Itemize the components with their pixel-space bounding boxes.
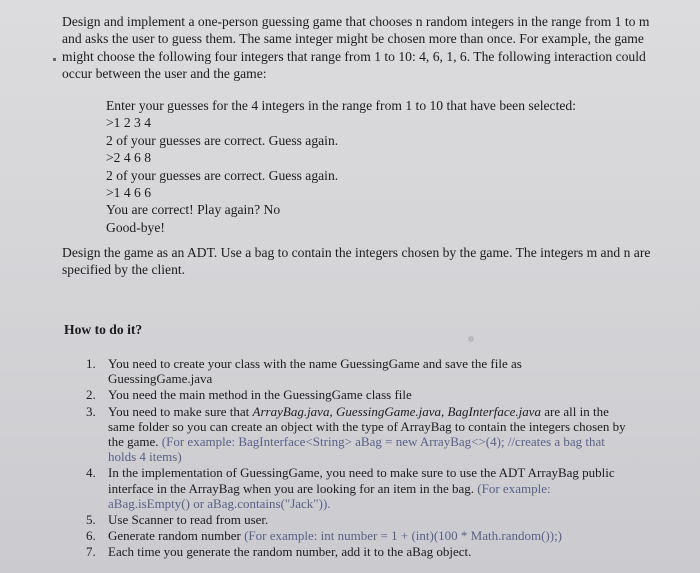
step-example: (For example: aBag.isEmpty() or aBag.contains("Jack")).	[108, 480, 551, 511]
dialog-line: 2 of your guesses are correct. Guess again.	[106, 132, 339, 148]
step-text: Each time you generate the random number, add it to the aBag object.	[108, 544, 472, 560]
intro-text: Design and implement a one-person guessing game that chooses n random integers in the range from 1 to m and asks the user to guess them. The same integer might be chosen more than once. For example, the game might choose the following four integers that range from 1 to 10: 4, 6, 1, 6. The following interaction could occur between the user and the game:	[62, 14, 650, 82]
step-text-cont: are all in the same folder so you can create an object with the type of ArrayBag to contain the integers chosen by the game.	[108, 403, 626, 450]
steps-list	[86, 356, 626, 561]
step-example: (For example: int number = 1 + (int)(100 * Math.random());)	[244, 528, 563, 544]
design-paragraph: Design the game as an ADT. Use a bag to contain the integers chosen by the game. The integers m and n are specified by the client.	[62, 245, 651, 278]
dialog-line: Enter your guesses for the 4 integers in the range from 1 to 10 that have been selected:	[106, 98, 576, 113]
list-item	[86, 356, 626, 386]
dialog-line: Good-bye!	[106, 219, 165, 235]
step-example: (For example: BagInterface<String> aBag = new ArrayBag<>(4); //creates a bag that holds 4 items)	[108, 434, 605, 465]
list-item	[86, 544, 626, 559]
step-text: You need to create your class with the name GuessingGame and save the file as GuessingGame.java	[108, 356, 522, 387]
howto-heading: How to do it?	[64, 322, 143, 337]
dialog-line: >1 2 3 4	[106, 115, 152, 131]
list-item	[86, 387, 626, 402]
dialog-line: >1 4 6 6	[106, 185, 152, 201]
dialog-line: 2 of your guesses are correct. Guess again.	[106, 167, 339, 183]
step-number: 4.	[86, 465, 96, 481]
dialog-line: You are correct! Play again? No	[106, 202, 281, 218]
step-number: 2.	[86, 387, 96, 403]
list-item	[86, 465, 626, 511]
dialog-line: >2 4 6 8	[106, 150, 152, 166]
step-text: You need the main method in the GuessingGame class file	[108, 387, 412, 403]
list-item	[86, 404, 626, 465]
intro-paragraph	[62, 13, 662, 83]
step-number: 5.	[86, 512, 96, 528]
list-item	[86, 512, 626, 527]
step-number: 6.	[86, 528, 96, 544]
step-text: In the implementation of GuessingGame, you need to make sure to use the ADT ArrayBag public interface in the ArrayBag when you are looking for an item in the bag.	[108, 465, 615, 496]
step-number: 1.	[86, 356, 96, 371]
step-text: You need to make sure that	[108, 403, 253, 419]
step-number: 7.	[86, 544, 96, 560]
step-text: Use Scanner to read from user.	[108, 512, 269, 528]
step-number: 3.	[86, 403, 96, 419]
list-item	[86, 528, 626, 543]
file-names: ArrayBag.java, GuessingGame.java, BagInterface.java	[252, 403, 542, 419]
stray-mark	[53, 58, 56, 61]
step-text: Generate random number	[108, 528, 245, 544]
smudge-mark	[468, 336, 474, 342]
sample-interaction	[106, 97, 626, 236]
